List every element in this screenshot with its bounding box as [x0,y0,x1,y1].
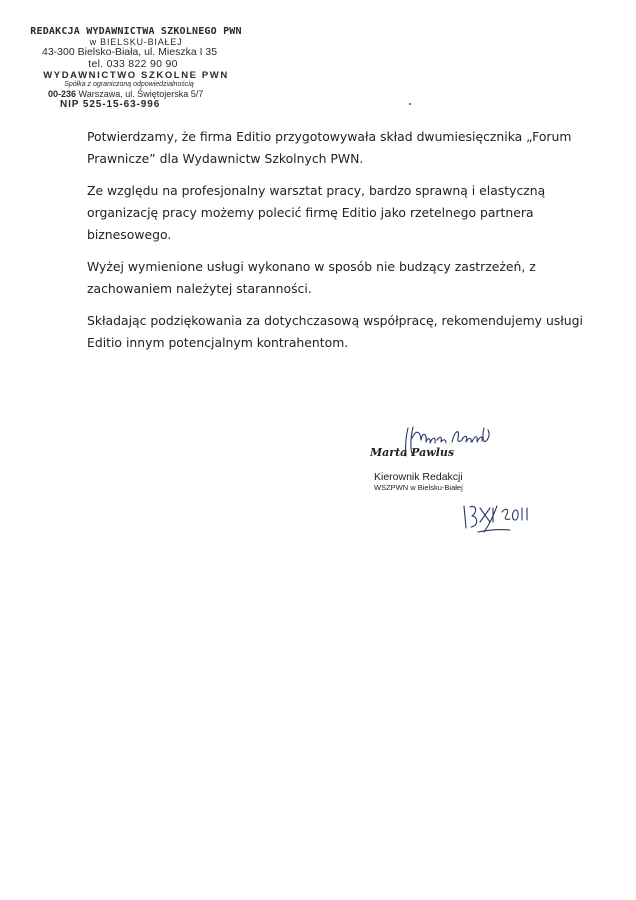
stamp-hq-street: Warszawa, ul. Świętojerska 5/7 [76,89,204,100]
stamp-phone: tel. 033 822 90 90 [88,58,178,71]
paragraph-quality: Wyżej wymienione usługi wykonano w sposób nie budzący zastrzeżeń, z zachowaniem należytej staranności. [87,259,536,296]
paragraph-confirmation: Potwierdzamy, że firma Editio przygotowywała skład dwumiesięcznika „Forum Prawnicze” dla Wydawnictw Szkolnych PWN. [87,129,572,166]
handwritten-date [460,498,532,538]
stamp-city: w BIELSKU-BIAŁEJ [89,37,183,48]
paper-speck [409,103,411,105]
stamp-tax-id: NIP 525-15-63-996 [60,99,161,111]
signer-title: Kierownik Redakcji [374,471,463,483]
signer-name: Marta Pawlus [370,446,455,459]
stamp-hq-postcode: 00-236 [48,89,77,100]
signer-unit: WSZPWN w Bielsku-Białej [374,483,463,492]
paragraph-thanks: Składając podziękowania za dotychczasową współpracę, rekomendujemy usługi Editio innym potencjalnym kontrahentom. [87,313,583,350]
stamp-address: 43-300 Bielsko-Biała, ul. Mieszka I 35 [42,46,218,59]
stamp-publisher-name: WYDAWNICTWO SZKOLNE PWN [43,69,229,81]
stamp-company-name: REDAKCJA WYDAWNICTWA SZKOLNEGO PWN [30,26,242,37]
stamp-hq-address [30,89,242,99]
letter-body [87,126,587,364]
stamp-legal-form: Spółka z ograniczoną odpowiedzialnością [64,81,194,89]
paragraph-recommendation: Ze względu na profesjonalny warsztat pracy, bardzo sprawną i elastyczną organizację pracy możemy polecić firmę Editio jako rzetelnego partnera biznesowego. [87,183,546,242]
company-stamp [30,26,242,110]
